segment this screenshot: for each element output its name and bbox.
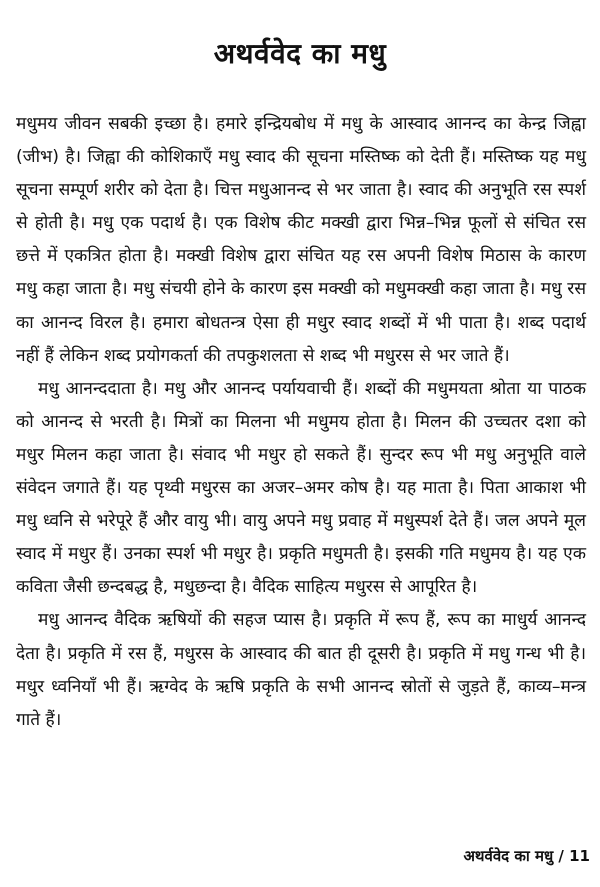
- paragraph: मधुमय जीवन सबकी इच्छा है। हमारे इन्द्रियबोध में मधु के आस्वाद आनन्द का केन्द्र जिह्वा (जीभ) है। जिह्वा की कोशिकाएँ मधु स्वाद की सूचना मस्तिष्क को देती हैं। मस्तिष्क यह मधु सूचना सम्पूर्ण शरीर को देता है। चित्त मधुआनन्द से भर जाता है। स्वाद की अनुभूति रस स्पर्श से होती है। मधु एक पदार्थ है। एक विशेष कीट मक्खी द्वारा भिन्न–भिन्न फूलों से संचित रस छत्ते में एकत्रित होता है। मक्खी विशेष द्वारा संचित यह रस अपनी विशेष मिठास के कारण मधु कहा जाता है। मधु संचयी होने के कारण इस मक्खी को मधुमक्खी कहा जाता है। मधु रस का आनन्द विरल है। हमारा बोधतन्त्र ऐसा ही मधुर स्वाद शब्दों में भी पाता है। शब्द पदार्थ नहीं हैं लेकिन शब्द प्रयोगकर्ता की तपकुशलता से शब्द भी मधुरस से भर जाते हैं।: [16, 114, 586, 366]
- paragraph: मधु आनन्द वैदिक ऋषियों की सहज प्यास है। प्रकृति में रूप हैं, रूप का माधुर्य आनन्द देता है। प्रकृति में रस हैं, मधुरस के आस्वाद की बात ही दूसरी है। प्रकृति में मधु गन्ध भी है। मधुर ध्वनियाँ भी हैं। ऋग्वेद के ऋषि प्रकृति के सभी आनन्द स्रोतों से जुड़ते हैं, काव्य–मन्त्र गाते हैं।: [16, 610, 586, 730]
- paragraph: मधु आनन्ददाता है। मधु और आनन्द पर्यायवाची हैं। शब्दों की मधुमयता श्रोता या पाठक को आनन्द से भरती है। मित्रों का मिलना भी मधुमय होता है। मिलन की उच्चतर दशा को मधुर मिलन कहा जाता है। संवाद भी मधुर हो सकते हैं। सुन्दर रूप भी मधु अनुभूति वाले संवेदन जगाते हैं। यह पृथ्वी मधुरस का अजर–अमर कोष है। यह माता है। पिता आकाश भी मधु ध्वनि से भरेपूरे हैं और वायु भी। वायु अपने मधु प्रवाह में मधुस्पर्श देते हैं। जल अपने मूल स्वाद में मधुर हैं। उनका स्पर्श भी मधुर है। प्रकृति मधुमती है। इसकी गति मधुमय है। यह एक कविता जैसी छन्दबद्ध है, मधुछन्दा है। वैदिक साहित्य मधुरस से आपूरित है।: [16, 378, 586, 598]
- body-text: [16, 108, 586, 737]
- chapter-title: अथर्ववेद का मधु: [213, 37, 387, 70]
- page-footer: अथर्ववेद का मधु / 11: [463, 847, 590, 865]
